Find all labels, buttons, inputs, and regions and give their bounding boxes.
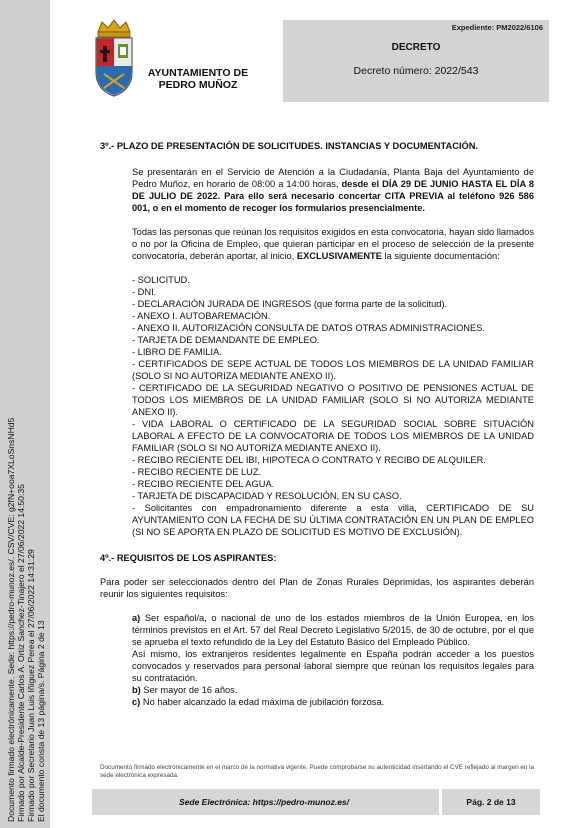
sidebar-line: Documento firmado electrónicamente. Sede: https://pedro-munoz.es/. CSV/CVE: g2fN+ooa7XLoSnsNHd5: [6, 417, 16, 822]
expediente-number: Expediente: PM2022/6106: [451, 23, 543, 32]
list-item: - TARJETA DE DISCAPACIDAD Y RESOLUCIÓN, EN SU CASO.: [132, 491, 402, 501]
decree-number: Decreto número: 2022/543: [353, 65, 479, 77]
section-3-paragraph-1: Se presentarán en el Servicio de Atención a la Ciudadanía, Planta Baja del Ayuntamiento de Pedro Muñoz, en horario de 08:00 a 14:00 horas, desde el DÍA 29 DE JUNIO HASTA EL DÍA 8 DE JULIO DE 2022. Para ello será necesario concertar CITA PREVIA al teléfono 926 586 001, o en el momento de recoger los formularios presencialmente.: [132, 167, 534, 213]
requirement-a: a) Ser español/a, o nacional de uno de los estados miembros de la Unión Europea, en los términos previstos en el Art. 57 del Real Decreto Legislativo 5/2015, de 30 de octubre, por el que se aprueba el texto refundido de la Ley del Estatuto Básico del Empleado Público.: [132, 613, 534, 647]
coat-of-arms-logo: [90, 18, 138, 98]
list-item: - SOLICITUD.: [132, 275, 190, 285]
list-item: - ANEXO II. AUTORIZACIÓN CONSULTA DE DATOS OTRAS ADMINISTRACIONES.: [132, 323, 485, 333]
electronic-site-link[interactable]: Sede Electrónica: https://pedro-munoz.es/: [178, 797, 350, 807]
list-item: - LIBRO DE FAMILIA.: [132, 347, 222, 357]
documentation-list: [132, 274, 534, 538]
list-item: - RECIBO RECIENTE DEL AGUA.: [132, 479, 275, 489]
list-item: - DECLARACIÓN JURADA DE INGRESOS (que forma parte de la solicitud).: [132, 299, 448, 309]
sidebar-line: Firmado por Secretario Juan Luis Iñiguez Perea el 27/06/2022 14:31:29: [26, 549, 36, 822]
list-item: - RECIBO RECIENTE DEL IBI, HIPOTECA O CONTRATO Y RECIBO DE ALQUILER.: [132, 455, 486, 465]
section-4-title: 4º.- REQUISITOS DE LOS ASPIRANTES:: [100, 553, 277, 563]
list-item: - ANEXO I. AUTOBAREMACIÓN.: [132, 311, 271, 321]
organization-name: AYUNTAMIENTO DE PEDRO MUÑOZ: [147, 67, 249, 91]
sidebar-line: Firmado por Alcalde-Presidente Carlos A. Ortiz Sanchez-Tinajero el 27/06/2022 14:50:35: [16, 484, 26, 822]
list-item: - DNI.: [132, 287, 157, 297]
list-item: - RECIBO RECIENTE DE LUZ.: [132, 467, 262, 477]
list-item: - CERTIFICADO DE LA SEGURIDAD NEGATIVO O POSITIVO DE PENSIONES ACTUAL DE TODOS LOS MIEMBROS DE LA UNIDAD FAMILIAR (SOLO SI NO AUTORIZA MEDIANTE ANEXO II).: [132, 383, 534, 417]
requirement-b: b) Ser mayor de 16 años.: [132, 685, 238, 695]
section-3-paragraph-2: Todas las personas que reúnan los requisitos exigidos en esta convocatoria, hayan sido llamados o no por la Oficina de Empleo, que quieran participar en el proceso de selección de la presente convocatoria, deberán aportar, al inicio, EXCLUSIVAMENTE la siguiente documentación:: [132, 227, 534, 261]
page-number: Pág. 2 de 13: [466, 797, 516, 807]
authenticity-note: Documento firmado electrónicamente en el marco de la normativa vigente. Puede comprobarse su autenticidad insertando el CVE reflejado al margen en la sede electrónica expresada.: [100, 764, 535, 779]
section-3-title: 3º.- PLAZO DE PRESENTACIÓN DE SOLICITUDES. INSTANCIAS Y DOCUMENTACIÓN.: [100, 141, 479, 151]
sidebar-line: El documento consta de 13 página/s. Página 2 de 13: [36, 620, 46, 822]
decree-header-box: [283, 20, 549, 102]
requirement-c: c) No haber alcanzado la edad máxima de jubilación forzosa.: [132, 697, 385, 707]
requirement-a-continued: Así mismo, los extranjeros residentes legalmente en España podrán acceder a los puestos convocados y reservados para personal laboral siempre que reúnan los requisitos legales para su contratación.: [132, 649, 534, 683]
list-item: - CERTIFICADOS DE SEPE ACTUAL DE TODOS LOS MIEMBROS DE LA UNIDAD FAMILIAR (SOLO SI NO AUTORIZA MEDIANTE ANEXO II).: [132, 359, 534, 381]
document-body: [100, 140, 534, 708]
list-item: - Solicitantes con empadronamiento diferente a esta villa, CERTIFICADO DE SU AYUNTAMIENTO CON LA FECHA DE SU ÚLTIMA CONTRATACIÓN EN UN PLAN DE EMPLEO (SI NO SE APORTA EN PLAZO DE SOLICITUD ES MOTIVO DE EXCLUSIÓN).: [132, 503, 534, 537]
footer-bar: [92, 789, 540, 815]
section-4-intro: Para poder ser seleccionados dentro del Plan de Zonas Rurales Deprimidas, los aspirantes deberán reunir los siguientes requisitos:: [100, 577, 534, 599]
list-item: - TARJETA DE DEMANDANTE DE EMPLEO.: [132, 335, 320, 345]
document-type: DECRETO: [391, 42, 441, 53]
list-item: - VIDA LABORAL O CERTIFICADO DE LA SEGURIDAD SOCIAL SOBRE SITUACIÓN LABORAL A EFECTO DE LA CONVOCATORIA DE TODOS LOS MIEMBROS DE LA UNIDAD FAMILIAR (SOLO SI NO AUTORIZA MEDIANTE ANEXO II).: [132, 419, 534, 453]
